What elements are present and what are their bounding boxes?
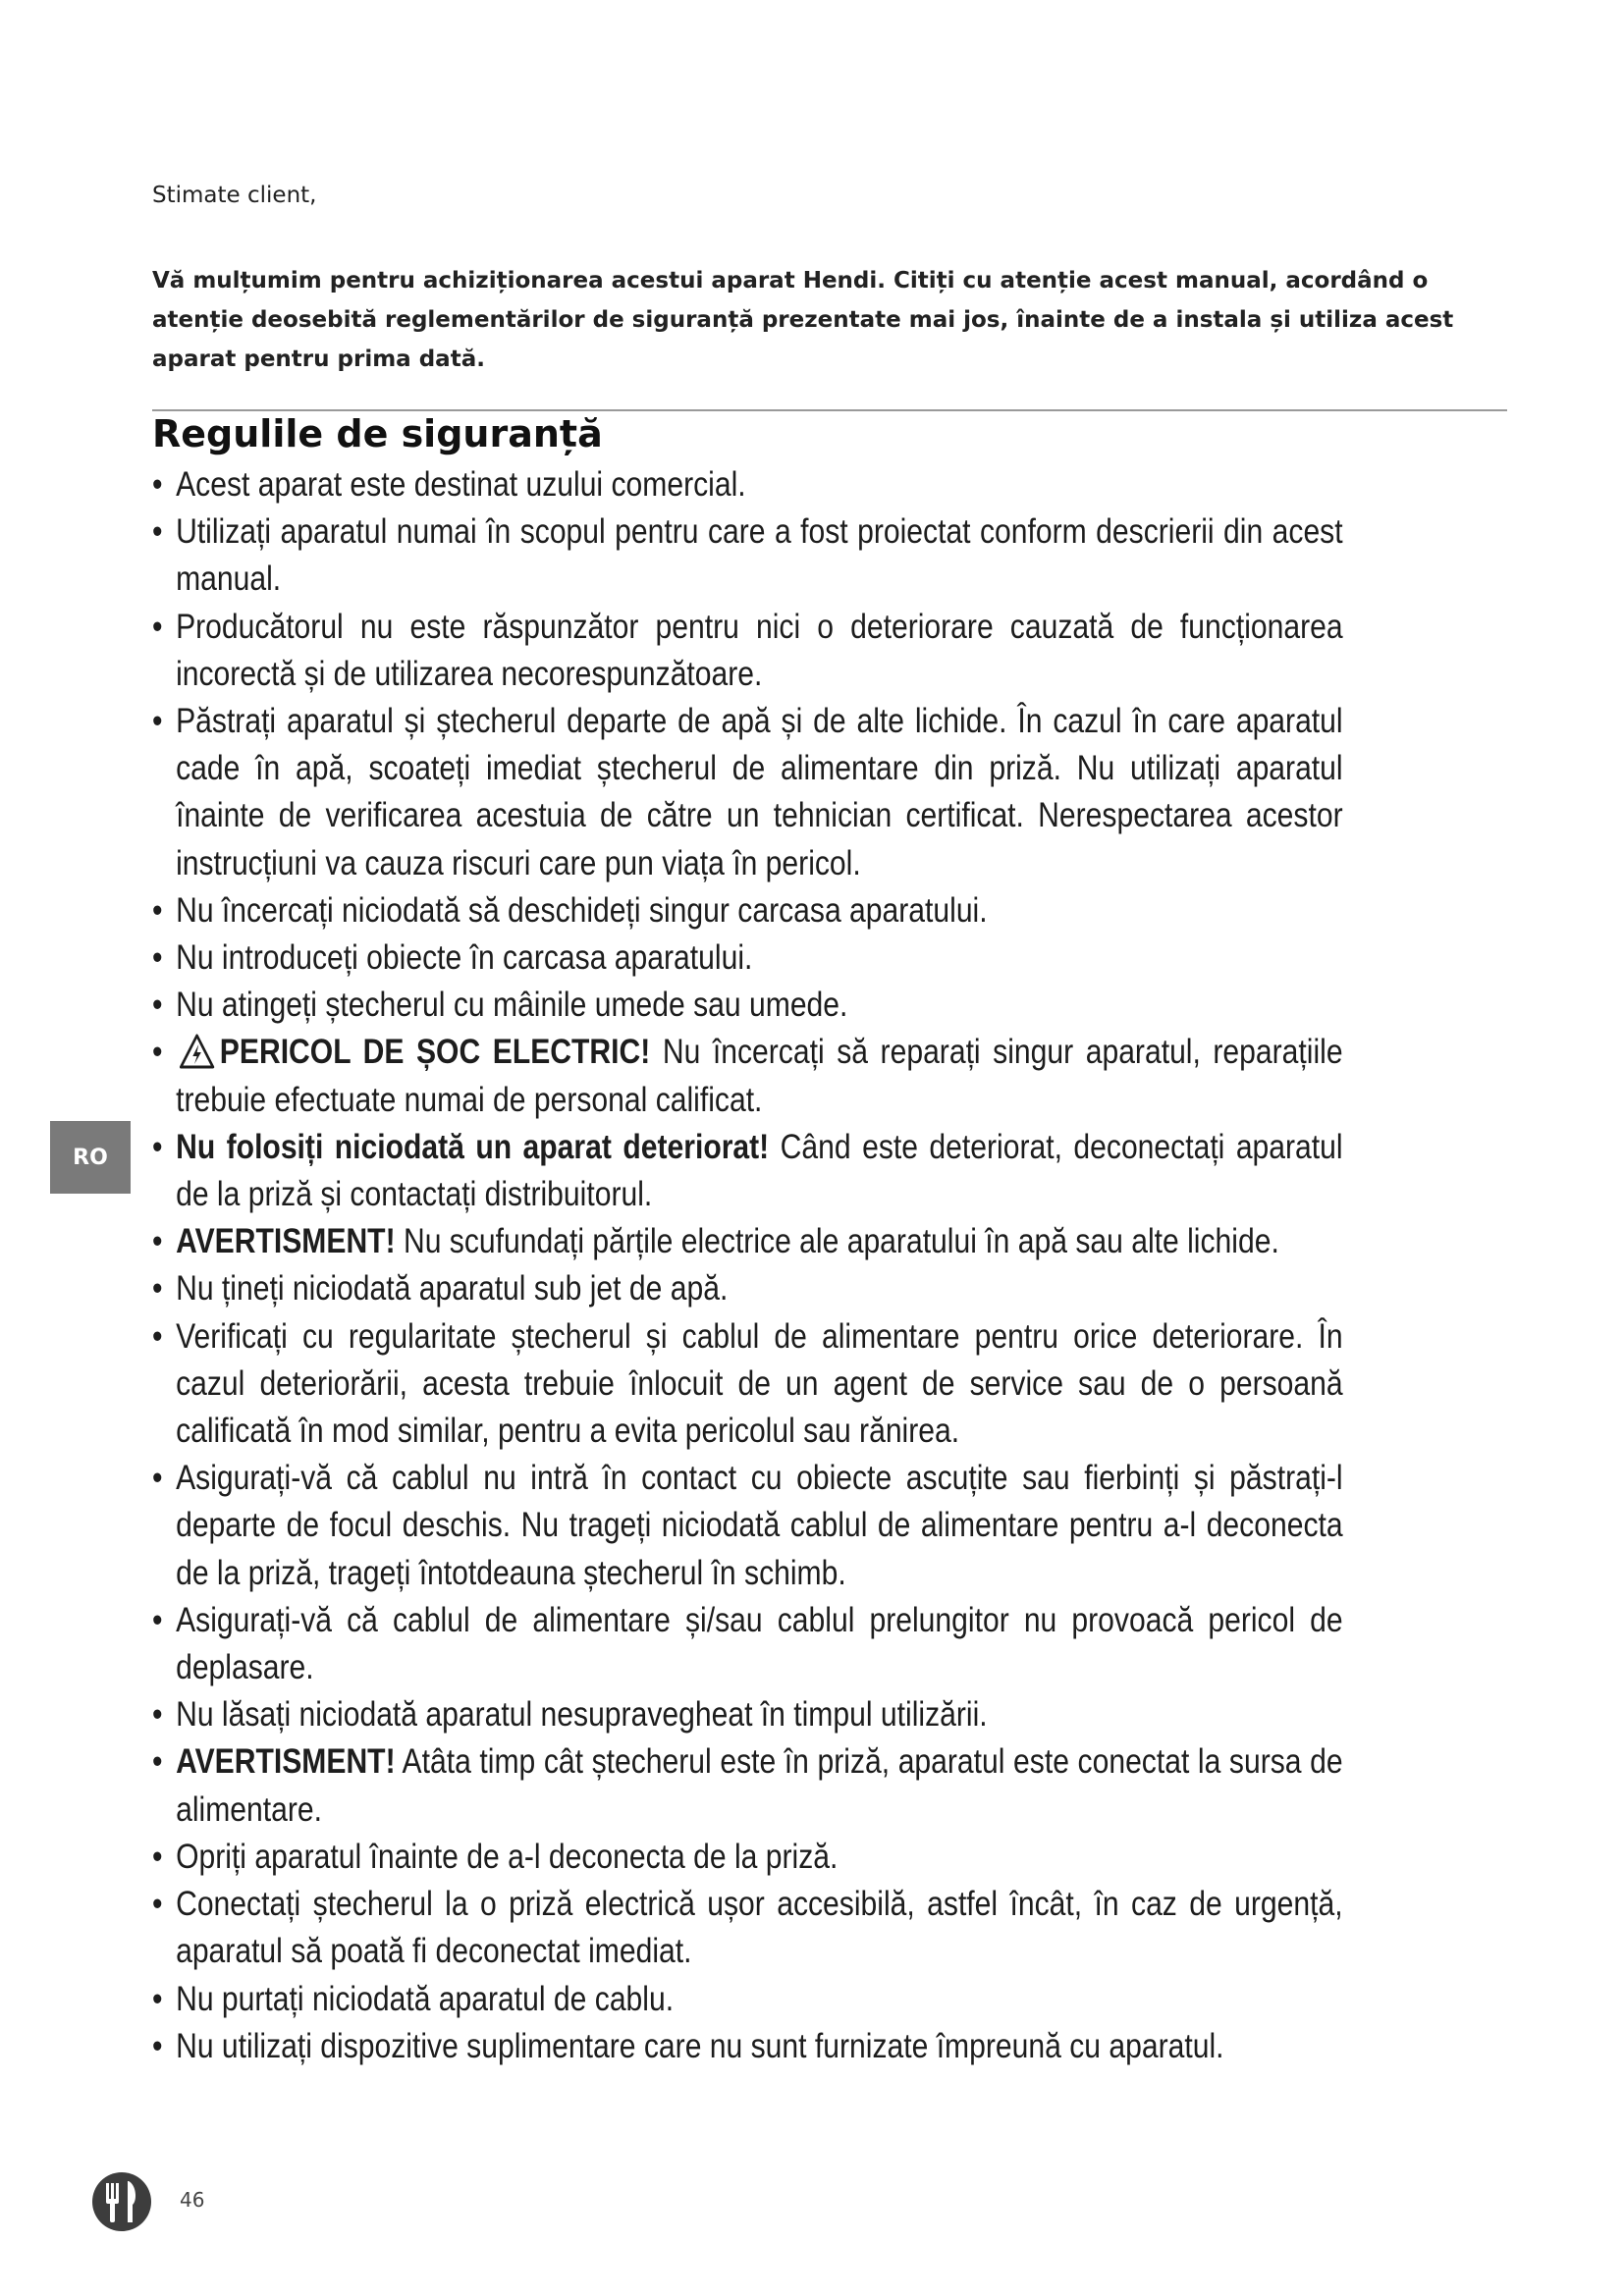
bullet-point: •: [152, 1695, 163, 1735]
bullet-point: •: [152, 1837, 163, 1876]
safety-rule-item: [152, 1455, 1343, 1597]
rule-text: Nu încercați niciodată să deschideți singur carcasa aparatului.: [176, 890, 988, 930]
language-tab: RO: [50, 1121, 131, 1194]
bullet-point: •: [152, 1459, 163, 1498]
safety-rule-item: [152, 1313, 1343, 1456]
safety-rule-item: [152, 1738, 1343, 1833]
bullet-point: •: [152, 986, 163, 1025]
safety-rule-item: [152, 982, 1343, 1029]
safety-rule-item: [152, 604, 1343, 698]
bullet-point: •: [152, 607, 163, 646]
bullet-point: •: [152, 1600, 163, 1639]
rule-text: Atâta timp cât ștecherul este în priză, aparatul este conectat la sursa de alimentare.: [176, 1742, 1343, 1829]
warning-label: PERICOL DE ȘOC ELECTRIC!: [219, 1033, 651, 1072]
rule-text: Când este deteriorat, deconectați aparatul de la priză și contactați distribuitorul.: [176, 1127, 1343, 1214]
safety-rule-item: [152, 1691, 1343, 1738]
rule-text: Verificați cu regularitate ștecherul și cablul de alimentare pentru orice deteriorare. În cazul deteriorării, acesta trebuie înlocuit de un agent de service sau de o persoană calificată în mod similar, pentru a evita pericolul sau rănirea.: [176, 1316, 1343, 1451]
rule-text: Opriți aparatul înainte de a-l deconecta de la priză.: [176, 1837, 839, 1876]
section-title: Regulile de siguranță: [152, 412, 603, 455]
safety-rule-item: [152, 934, 1343, 982]
rule-text: Nu purtați niciodată aparatul de cablu.: [176, 1979, 675, 2018]
safety-rule-item: [152, 887, 1343, 934]
bullet-point: •: [152, 1127, 163, 1166]
warning-label: AVERTISMENT!: [176, 1222, 396, 1261]
bullet-point: •: [152, 1222, 163, 1261]
rule-text: Asigurați-vă că cablul nu intră în contact cu obiecte ascuțite sau fierbinți și păstrați-l departe de focul deschis. Nu trageți niciodată cablul de alimentare pentru a-l deconecta de la priză, trageți întotdeauna ștecherul în schimb.: [176, 1459, 1343, 1592]
electric-shock-warning-icon: [180, 1034, 215, 1069]
safety-rule-item: [152, 461, 1343, 508]
bullet-point: •: [152, 512, 163, 552]
rule-text: Păstrați aparatul și ștecherul departe de apă și de alte lichide. În cazul în care aparatul cade în apă, scoateți imediat ștecherul de alimentare din priză. Nu utilizați aparatul înainte de verificarea acestuia de către un tehnician certificat. Nerespectarea acestor instrucțiuni va cauza riscuri care pun viața în pericol.: [176, 702, 1343, 882]
safety-rule-item: [152, 1881, 1343, 1975]
bullet-point: •: [152, 465, 163, 504]
bullet-point: •: [152, 1033, 163, 1072]
greeting: Stimate client,: [152, 183, 317, 208]
warning-label: Nu folosiți niciodată un aparat deteriorat!: [176, 1127, 770, 1166]
divider: [152, 409, 1507, 411]
intro-paragraph: Vă mulțumim pentru achiziționarea acestui aparat Hendi. Citiți cu atenție acest manual, acordând o atenție deosebită reglementărilor de siguranță prezentate mai jos, înainte de a instala și utiliza acest aparat pentru prima dată.: [152, 268, 1454, 372]
bullet-point: •: [152, 2026, 163, 2065]
bullet-point: •: [152, 1885, 163, 1924]
bullet-point: •: [152, 938, 163, 978]
brand-cutlery-logo-icon: [91, 2171, 152, 2232]
rule-text: Nu lăsați niciodată aparatul nesupravegheat în timpul utilizării.: [176, 1695, 988, 1735]
rule-text: Utilizați aparatul numai în scopul pentru care a fost proiectat conform descrierii din acest manual.: [176, 512, 1343, 599]
safety-rule-item: [152, 1597, 1343, 1691]
safety-rule-item: [152, 1218, 1343, 1265]
bullet-point: •: [152, 1316, 163, 1356]
rule-text: Producătorul nu este răspunzător pentru nici o deteriorare cauzată de funcționarea incorectă și de utilizarea necorespunzătoare.: [176, 607, 1343, 693]
rule-text: Nu utilizați dispozitive suplimentare care nu sunt furnizate împreună cu aparatul.: [176, 2026, 1224, 2065]
bullet-point: •: [152, 890, 163, 930]
rule-text: Nu încercați să reparați singur aparatul, reparațiile trebuie efectuate numai de personal calificat.: [176, 1033, 1343, 1119]
bullet-point: •: [152, 1979, 163, 2018]
rule-text: Nu introduceți obiecte în carcasa aparatului.: [176, 938, 753, 978]
safety-rule-item: [152, 508, 1343, 603]
rule-text: Nu țineți niciodată aparatul sub jet de apă.: [176, 1269, 729, 1308]
safety-rules-list: [152, 461, 1343, 2070]
safety-rule-item: [152, 1834, 1343, 1881]
bullet-point: •: [152, 1742, 163, 1782]
bullet-point: •: [152, 702, 163, 741]
rule-text: Acest aparat este destinat uzului comercial.: [176, 465, 746, 504]
rule-text: Conectați ștecherul la o priză electrică ușor accesibilă, astfel încât, în caz de urgență, aparatul să poată fi deconectat imediat.: [176, 1885, 1343, 1971]
safety-rule-item: [152, 1029, 1343, 1123]
safety-rule-item: [152, 2023, 1343, 2070]
safety-rule-item: [152, 1124, 1343, 1218]
rule-text: Nu atingeți ștecherul cu mâinile umede sau umede.: [176, 986, 848, 1025]
safety-rule-item: [152, 1265, 1343, 1312]
safety-rule-item: [152, 698, 1343, 887]
safety-rule-item: [152, 1976, 1343, 2023]
page-number: 46: [180, 2188, 205, 2212]
warning-label: AVERTISMENT!: [176, 1742, 396, 1782]
bullet-point: •: [152, 1269, 163, 1308]
rule-text: Asigurați-vă că cablul de alimentare și/sau cablul prelungitor nu provoacă pericol de deplasare.: [176, 1600, 1343, 1687]
rule-text: Nu scufundați părțile electrice ale aparatului în apă sau alte lichide.: [403, 1222, 1279, 1261]
